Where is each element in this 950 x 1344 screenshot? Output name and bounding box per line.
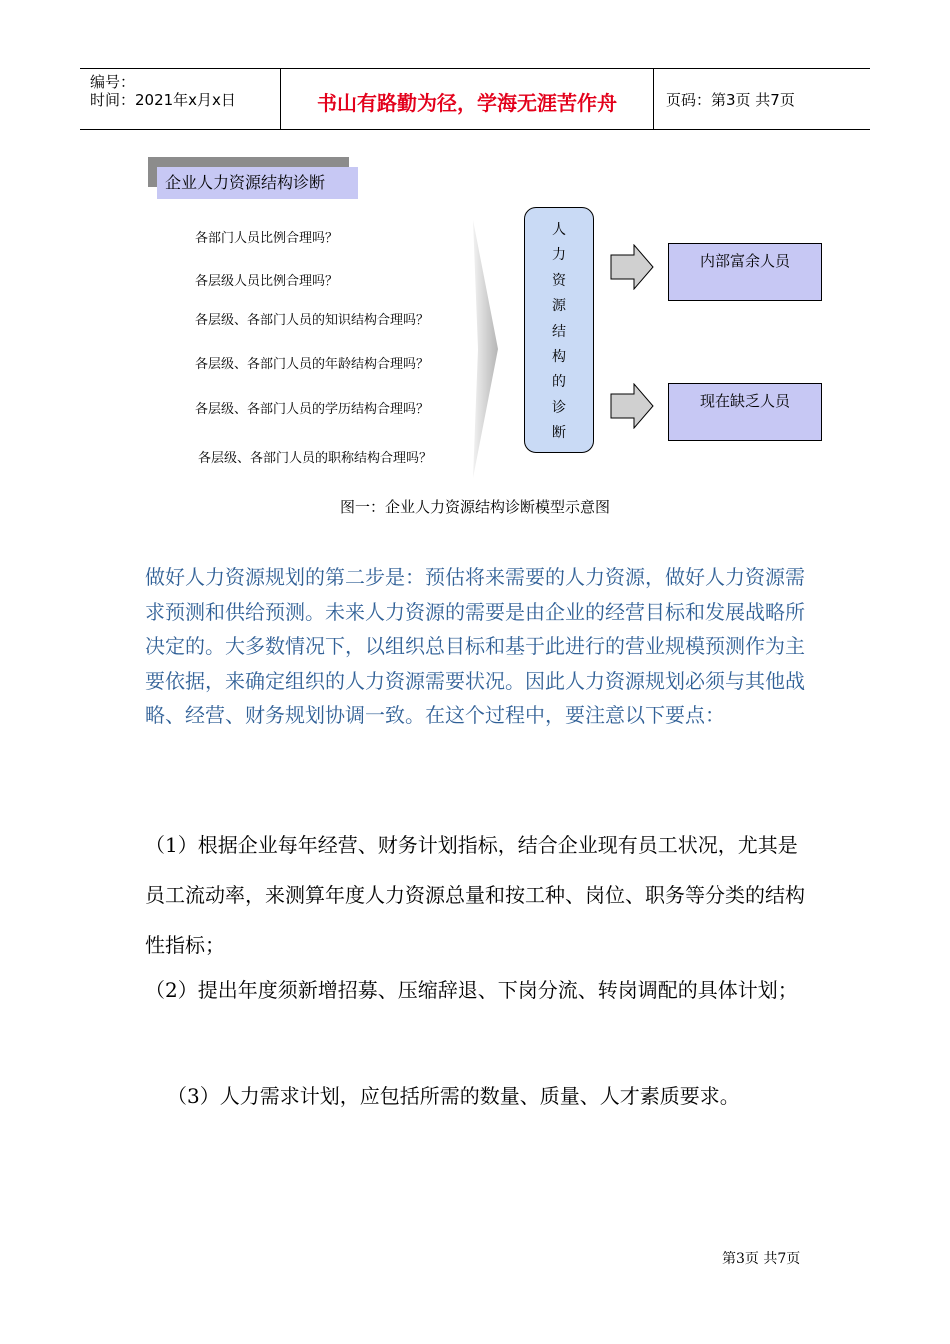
arrow-right-icon: [610, 383, 654, 429]
question-2: 各层级人员比例合理吗？: [195, 274, 339, 289]
question-3: 各层级、各部门人员的知识结构合理吗？: [195, 313, 430, 328]
question-6: 各层级、各部门人员的职称结构合理吗？: [198, 451, 433, 466]
document-header: [80, 68, 870, 130]
document-time-label: 时间：2021年x月x日: [90, 91, 236, 109]
figure-caption: 图一：企业人力资源结构诊断模型示意图: [339, 498, 610, 516]
output-lacking-staff: 现在缺乏人员: [668, 383, 822, 441]
center-diagnosis-box: [524, 207, 594, 453]
list-item: （2）提出年度须新增招募、压缩辞退、下岗分流、转岗调配的具体计划；: [145, 978, 798, 1002]
arrow-right-icon: [610, 244, 654, 290]
list-item: （3）人力需求计划，应包括所需的数量、质量、人才素质要求。: [167, 1084, 740, 1108]
chevron-right-icon: [470, 220, 500, 478]
figure-title: 企业人力资源结构诊断: [157, 167, 358, 199]
header-page-number: 页码：第3页 共7页: [666, 91, 795, 109]
header-motto: 书山有路勤为径，学海无涯苦作舟: [317, 91, 617, 115]
list-item: （1）根据企业每年经营、财务计划指标，结合企业现有员工状况，尤其是员工流动率，来测算年度人力资源总量和按工种、岗位、职务等分类的结构性指标；: [145, 833, 805, 957]
center-diagnosis-label: 人力资源结构的诊断: [552, 222, 566, 442]
body-paragraph: 做好人力资源规划的第二步是：预估将来需要的人力资源，做好人力资源需求预测和供给预测。未来人力资源的需要是由企业的经营目标和发展战略所决定的。大多数情况下，以组织总目标和基于此进行的营业规模预测作为主要依据，来确定组织的人力资源需要状况。因此人力资源规划必须与其他战略、经营、财务规划协调一致。在这个过程中，要注意以下要点：: [145, 565, 805, 728]
document-number-label: 编号：: [90, 73, 136, 91]
question-1: 各部门人员比例合理吗？: [195, 231, 339, 246]
header-meta-cell: [80, 69, 281, 129]
header-motto-cell: [281, 69, 654, 129]
output-surplus-staff: 内部富余人员: [668, 243, 822, 301]
question-5: 各层级、各部门人员的学历结构合理吗？: [195, 402, 430, 417]
header-page-cell: [654, 69, 870, 129]
question-4: 各层级、各部门人员的年龄结构合理吗？: [195, 357, 430, 372]
footer-page-number: 第3页 共7页: [722, 1251, 801, 1267]
